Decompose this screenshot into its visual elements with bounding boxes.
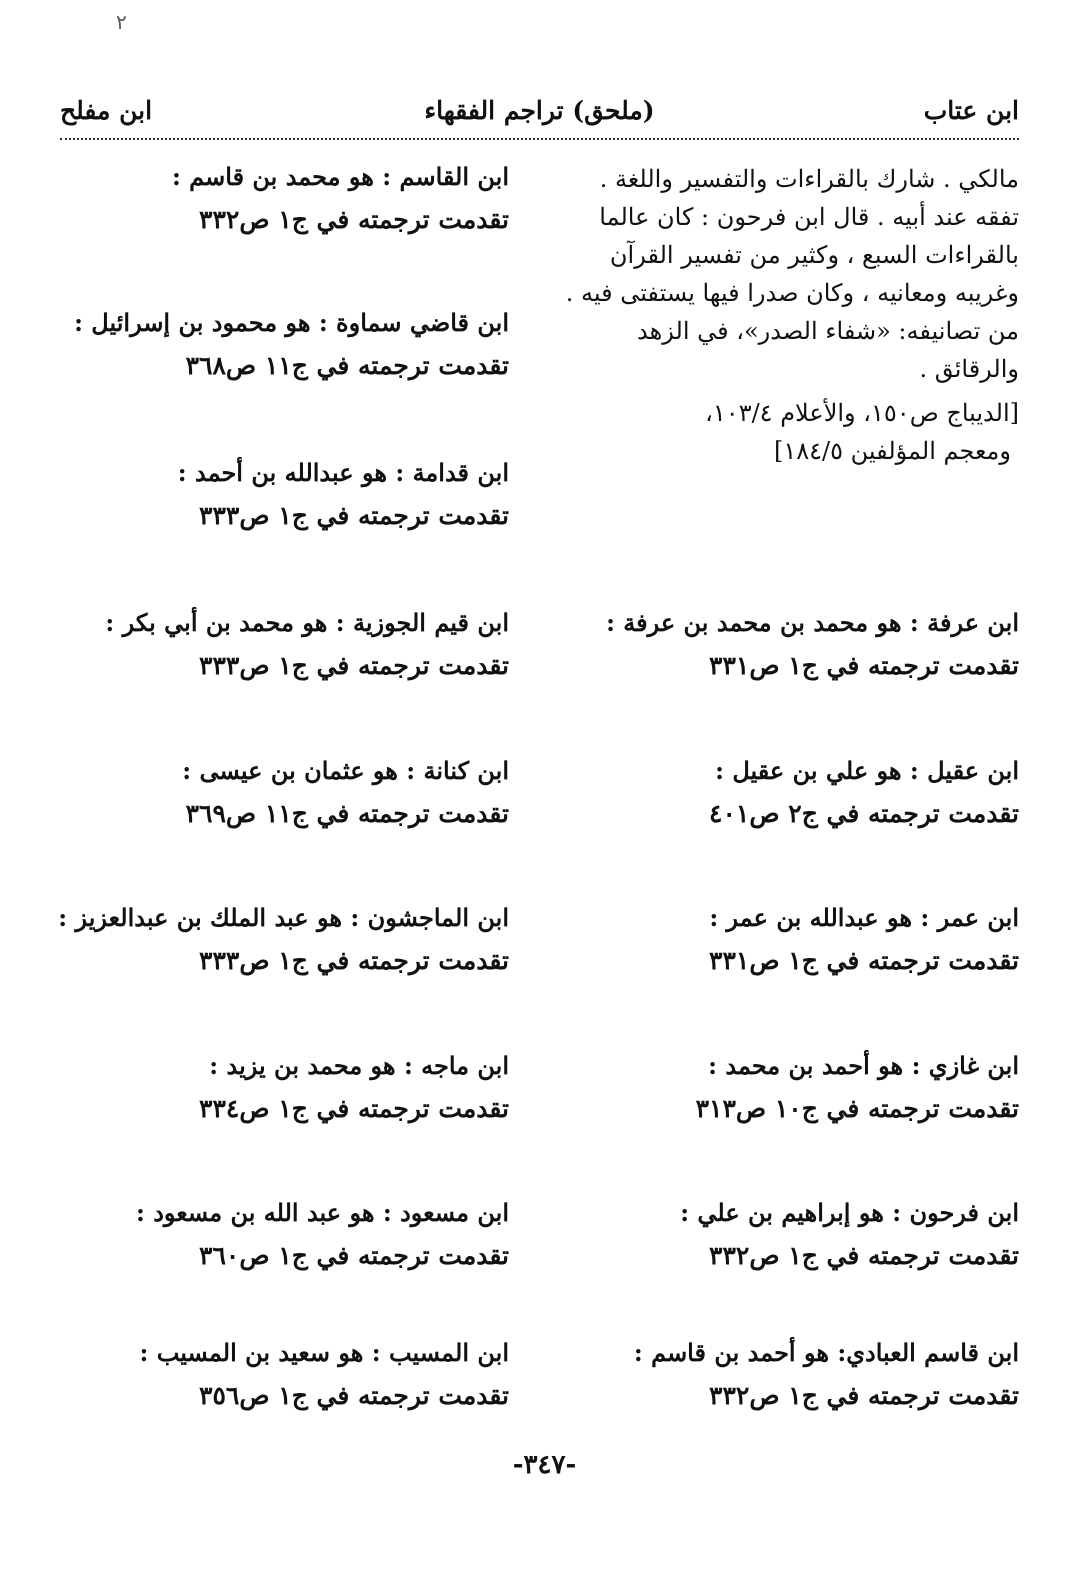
entry-name: ابن الماجشون : هو عبد الملك بن عبدالعزيز :	[58, 903, 509, 932]
entry-reference: تقدمت ترجمته في ج١ ص٣٥٦	[199, 1381, 509, 1410]
entry-name: ابن قدامة : هو عبدالله بن أحمد :	[177, 458, 509, 487]
entry-reference: تقدمت ترجمته في ج٢ ص٤٠١	[709, 799, 1019, 828]
entry-reference: تقدمت ترجمته في ج١ ص٣٣١	[709, 651, 1019, 680]
running-header	[60, 94, 1019, 140]
intro-line: مالكي . شارك بالقراءات والتفسير واللغة .	[599, 165, 1019, 193]
entry-name: ابن قاسم العبادي: هو أحمد بن قاسم :	[633, 1338, 1019, 1367]
intro-line: بالقراءات السبع ، وكثير من تفسير القرآن	[609, 241, 1019, 269]
entry	[634, 1332, 1019, 1418]
corner-mark: ٢	[116, 10, 127, 34]
header-last-entry: ابن مفلح	[60, 96, 153, 125]
entry-reference: تقدمت ترجمته في ج١ ص٣٣١	[709, 946, 1019, 975]
entry-reference: تقدمت ترجمته في ج١ ص٣٣٢	[199, 205, 509, 234]
entry	[136, 1192, 509, 1278]
entry-name: ابن ماجه : هو محمد بن يزيد :	[209, 1051, 509, 1080]
entry	[139, 1332, 509, 1418]
intro-line: من تصانيفه: «شفاء الصدر»، في الزهد	[637, 317, 1019, 345]
entry-name: ابن القاسم : هو محمد بن قاسم :	[171, 162, 509, 191]
header-title: (ملحق) تراجم الفقهاء	[424, 96, 655, 125]
intro-line: وغريبه ومعانيه ، وكان صدرا فيها يستفتى فيه .	[565, 279, 1019, 307]
entry-reference: تقدمت ترجمته في ج١ ص٣٣٤	[199, 1094, 509, 1123]
entry	[680, 1192, 1019, 1278]
entry-name: ابن قيم الجوزية : هو محمد بن أبي بكر :	[105, 608, 509, 637]
entry	[172, 156, 509, 242]
entry	[105, 602, 509, 688]
entry-reference: تقدمت ترجمته في ج١ ص٣٣٣	[199, 651, 509, 680]
entry-name: ابن مسعود : هو عبد الله بن مسعود :	[136, 1198, 509, 1227]
entry-name: ابن كنانة : هو عثمان بن عيسى :	[182, 756, 509, 785]
entry-reference: تقدمت ترجمته في ج١ ص٣٣٣	[199, 501, 509, 530]
entry-name: ابن عمر : هو عبدالله بن عمر :	[709, 903, 1019, 932]
entry-name: ابن عقيل : هو علي بن عقيل :	[715, 756, 1019, 785]
entry	[606, 602, 1019, 688]
entry	[178, 452, 509, 538]
header-first-entry: ابن عتاب	[923, 96, 1019, 125]
entry-reference: تقدمت ترجمته في ج١ ص٣٦٠	[199, 1241, 509, 1270]
entry	[199, 1045, 509, 1131]
entry	[182, 750, 509, 836]
entry-name: ابن فرحون : هو إبراهيم بن علي :	[680, 1198, 1019, 1227]
entry	[696, 1045, 1019, 1131]
entry	[58, 897, 509, 983]
intro-line: والرقائق .	[919, 355, 1019, 383]
intro-line: ومعجم المؤلفين ١٨٤/٥]	[774, 437, 1011, 465]
intro-line: تفقه عند أبيه . قال ابن فرحون : كان عالما	[599, 203, 1019, 231]
entry-reference: تقدمت ترجمته في ج١١ ص٣٦٨	[185, 351, 509, 380]
page-number: -٣٤٧-	[512, 1450, 577, 1480]
entry	[709, 750, 1019, 836]
entry-reference: تقدمت ترجمته في ج١١ ص٣٦٩	[185, 799, 509, 828]
entry	[74, 302, 509, 388]
entry-name: ابن عرفة : هو محمد بن محمد بن عرفة :	[606, 608, 1019, 637]
entry-reference: تقدمت ترجمته في ج١ ص٣٣٢	[709, 1241, 1019, 1270]
entry	[709, 897, 1019, 983]
entry-name: ابن قاضي سماوة : هو محمود بن إسرائيل :	[74, 308, 509, 337]
entry-reference: تقدمت ترجمته في ج١٠ ص٣١٣	[695, 1094, 1019, 1123]
entry-reference: تقدمت ترجمته في ج١ ص٣٣٣	[199, 946, 509, 975]
entry-reference: تقدمت ترجمته في ج١ ص٣٣٢	[709, 1381, 1019, 1410]
intro-line: [الديباج ص١٥٠، والأعلام ١٠٣/٤،	[705, 399, 1019, 427]
entry-name: ابن المسيب : هو سعيد بن المسيب :	[139, 1338, 509, 1367]
continued-biography	[559, 160, 1019, 470]
entry-name: ابن غازي : هو أحمد بن محمد :	[708, 1051, 1019, 1080]
